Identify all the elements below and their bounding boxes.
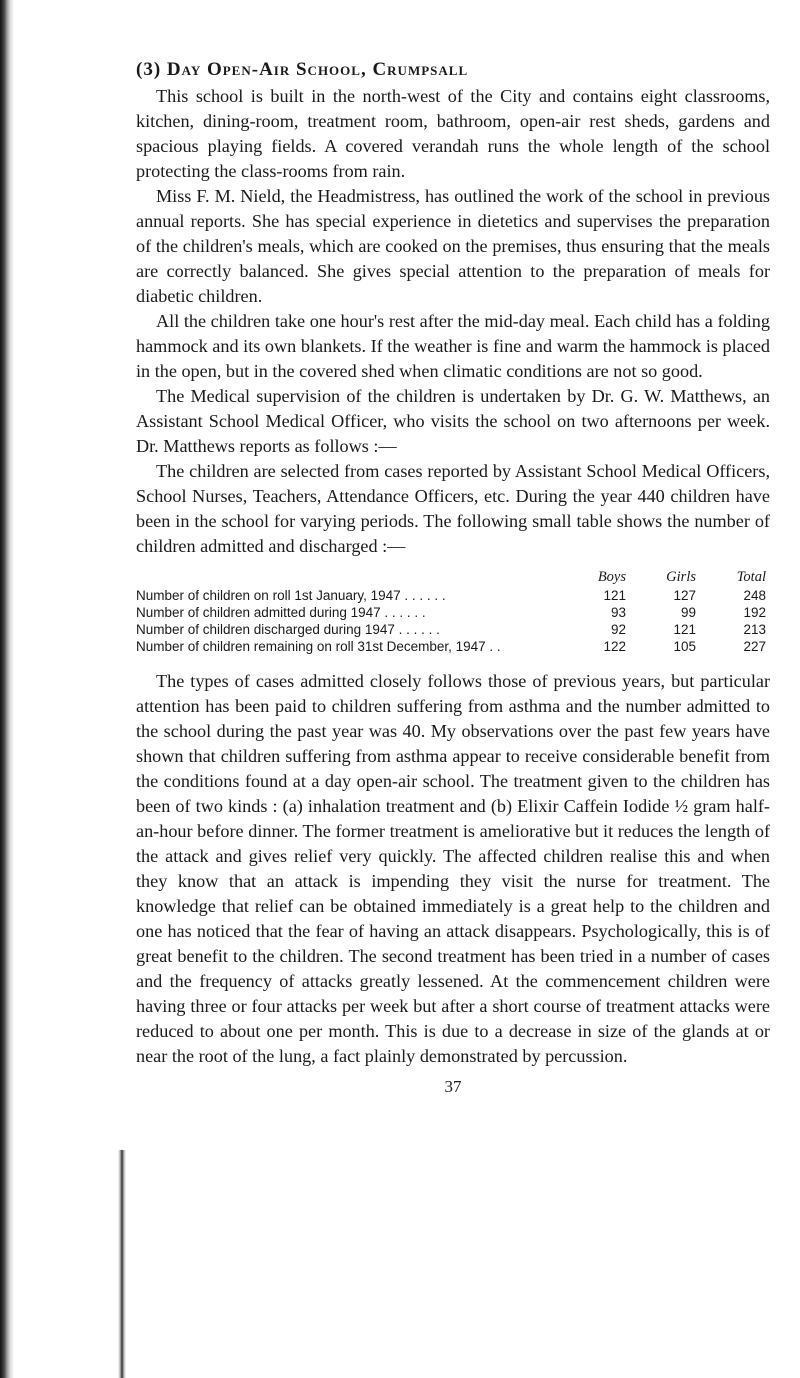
row-label: Number of children discharged during 1947 . . . . . .	[136, 622, 440, 637]
table-row	[136, 587, 770, 604]
paragraph-building: This school is built in the north-west of the City and contains eight classrooms, kitchen, dining-room, treatment room, bathroom, open-air rest sheds, gardens and spacious playing fields. A covered verandah runs the whole length of the school protecting the class-rooms from rain.	[136, 86, 770, 181]
row-label: Number of children admitted during 1947 . . . . . .	[136, 605, 426, 620]
total-cell: 192	[743, 605, 766, 620]
girls-cell: 105	[673, 639, 696, 654]
total-cell: 213	[743, 622, 766, 637]
header-boys: Boys	[597, 569, 626, 585]
table-header-row	[136, 569, 770, 586]
section-heading: (3) Day Open-Air School, Crumpsall	[136, 59, 469, 80]
girls-cell: 121	[673, 622, 696, 637]
row-label: Number of children remaining on roll 31st December, 1947 . .	[136, 639, 501, 654]
total-cell: 248	[743, 588, 766, 603]
table-row	[136, 638, 770, 655]
header-girls: Girls	[666, 569, 696, 585]
total-cell: 227	[743, 639, 766, 654]
boys-cell: 93	[610, 605, 626, 620]
row-label: Number of children on roll 1st January, 1947 . . . . . .	[136, 588, 446, 603]
boys-cell: 121	[603, 588, 626, 603]
table-row	[136, 604, 770, 621]
girls-cell: 127	[673, 588, 696, 603]
paragraph-rest: All the children take one hour's rest after the mid-day meal. Each child has a folding hammock and its own blankets. If the weather is fine and warm the hammock is placed in the open, but in the covered shed when climatic conditions are not so good.	[136, 311, 770, 381]
boys-cell: 122	[603, 639, 626, 654]
table-row	[136, 621, 770, 638]
header-total: Total	[736, 569, 766, 585]
page-binding-shadow-lower	[118, 1150, 126, 1378]
paragraph-selection: The children are selected from cases reported by Assistant School Medical Officers, School Nurses, Teachers, Attendance Officers, etc. During the year 440 children have been in the school for varying periods. The following small table shows the number of children admitted and discharged :—	[136, 461, 770, 556]
admissions-table	[136, 569, 770, 655]
boys-cell: 92	[610, 622, 626, 637]
paragraph-asthma-cases: The types of cases admitted closely follows those of previous years, but particular attention has been paid to children suffering from asthma and the number admitted to the school during the past year was 40. My observations over the past few years have shown that children suffering from asthma appear to receive considerable benefit from the conditions found at a day open-air school. The treatment given to the children has been of two kinds : (a) inhalation treatment and (b) Elixir Caffein Iodide ½ gram half-an-hour before dinner. The former treatment is ameliorative but it reduces the length of the attack and gives relief very quickly. The affected children realise this and when they know that an attack is impending they visit the nurse for treatment. The knowledge that relief can be obtained immediately is a great help to the children and one has noticed that the fear of having an attack disappears. Psychologically, this is of great benefit to the children. The second treatment has been tried in a number of cases and the frequency of attacks greatly lessened. At the commencement children were having three or four attacks per week but after a short course of treatment attacks were reduced to about one per month. This is due to a decrease in size of the glands at or near the root of the lung, a fact plainly demonstrated by percussion.	[136, 671, 770, 1066]
document-page	[136, 58, 770, 1097]
page-binding-shadow	[0, 0, 14, 1378]
girls-cell: 99	[680, 605, 696, 620]
paragraph-headmistress: Miss F. M. Nield, the Headmistress, has outlined the work of the school in previous annual reports. She has special experience in dietetics and supervises the preparation of the children's meals, which are cooked on the premises, thus ensuring that the meals are correctly balanced. She gives special attention to the preparation of meals for diabetic children.	[136, 186, 770, 306]
page-number: 37	[444, 1077, 462, 1096]
paragraph-medical-supervision: The Medical supervision of the children is undertaken by Dr. G. W. Matthews, an Assistant School Medical Officer, who visits the school on two afternoons per week. Dr. Matthews reports as follows :—	[136, 386, 770, 456]
